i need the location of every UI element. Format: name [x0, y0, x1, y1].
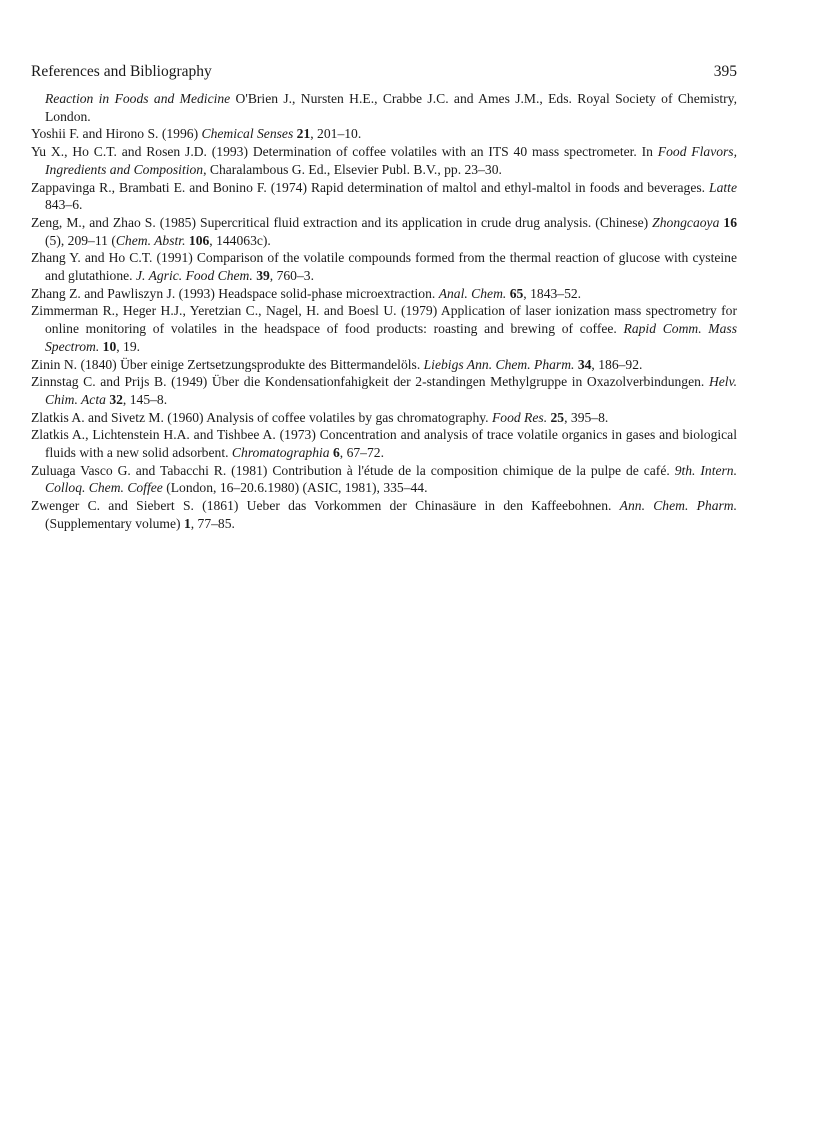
reference-italic-text: Anal. Chem. — [438, 285, 507, 301]
reference-text: Zinnstag C. and Prijs B. (1949) Über die Kondensationfahigkeit der 2-standingen Methylgruppe in Oxazolverbindungen. — [31, 374, 709, 390]
reference-entry — [31, 285, 737, 303]
reference-entry — [31, 302, 737, 355]
reference-text: 843–6. — [45, 197, 83, 213]
reference-italic-text: Ann. Chem. Pharm. — [619, 498, 738, 514]
reference-text: (Supplementary volume) — [45, 515, 184, 531]
reference-text: Zimmerman R., Heger H.J., Yeretzian C., Nagel, H. and Boesl U. (1979) Application of laser ionization mass spectrometry for online monitoring of volatiles in the headspace of food products: roasting and brewing of coffee. — [31, 303, 737, 337]
reference-italic-text: Liebigs Ann. Chem. Pharm. — [423, 356, 575, 372]
reference-entry — [31, 125, 737, 143]
reference-text: Zlatkis A., Lichtenstein H.A. and Tishbee A. (1973) Concentration and analysis of trace volatile organics in gases and biological fluids with a new solid adsorbent. — [31, 427, 737, 461]
reference-volume: 1 — [183, 515, 191, 531]
reference-text: , 19. — [116, 338, 141, 354]
reference-text: Yoshii F. and Hirono S. (1996) — [31, 126, 202, 142]
reference-volume: 32 — [109, 391, 123, 407]
reference-volume: 16 — [723, 214, 737, 230]
reference-italic-text: Zhongcaoya — [652, 214, 720, 230]
reference-volume: 10 — [102, 338, 117, 354]
section-title: References and Bibliography — [31, 63, 212, 80]
reference-text: , Charalambous G. Ed., Elsevier Publ. B.V., pp. 23–30. — [203, 161, 502, 177]
reference-text: , 1843–52. — [523, 285, 582, 301]
reference-italic-text: Helv. Chim. Acta — [45, 374, 737, 407]
reference-text: , 144063c). — [209, 232, 271, 248]
reference-text: , 145–8. — [122, 391, 168, 407]
reference-italic-text: J. Agric. Food Chem. — [135, 268, 253, 284]
reference-entry — [31, 143, 737, 178]
reference-list — [31, 90, 737, 533]
reference-text: , 760–3. — [269, 268, 314, 284]
reference-italic-text: 9th. Intern. Colloq. Chem. Coffee — [45, 462, 737, 496]
reference-italic-text: Chromatographia — [231, 445, 330, 461]
reference-entry — [31, 462, 737, 497]
reference-italic-text: Chemical Senses — [201, 126, 294, 142]
reference-text: , 186–92. — [591, 356, 643, 372]
reference-text: , 77–85. — [190, 515, 235, 531]
reference-text: , 201–10. — [310, 126, 362, 142]
reference-text: Zinin N. (1840) Über einige Zertsetzungsprodukte des Bittermandelöls. — [31, 356, 424, 372]
reference-italic-text: Food Res. — [491, 409, 548, 425]
reference-volume: 39 — [256, 268, 270, 284]
reference-volume: 25 — [550, 409, 565, 425]
reference-volume: 34 — [577, 356, 592, 372]
page-number: 395 — [713, 63, 737, 80]
reference-italic-text: Rapid Comm. Mass Spectrom. — [45, 321, 737, 354]
reference-text: Yu X., Ho C.T. and Rosen J.D. (1993) Determination of coffee volatiles with an ITS 40 mass spectrometer. In — [31, 144, 658, 160]
reference-text: Zwenger C. and Siebert S. (1861) Ueber das Vorkommen der Chinasäure in den Kaffeebohnen. — [31, 498, 620, 514]
reference-text: Zuluaga Vasco G. and Tabacchi R. (1981) Contribution à l'étude de la composition chimique de la pulpe de café. — [31, 462, 675, 478]
reference-text: Zhang Z. and Pawliszyn J. (1993) Headspace solid-phase microextraction. — [31, 285, 439, 301]
reference-entry — [31, 179, 737, 214]
reference-text: , 395–8. — [564, 409, 609, 425]
reference-entry — [31, 356, 737, 374]
reference-entry — [31, 214, 737, 249]
reference-text: Zeng, M., and Zhao S. (1985) Supercritical fluid extraction and its application in crude drug analysis. (Chinese) — [31, 214, 653, 230]
reference-entry — [31, 497, 737, 532]
reference-text: , 67–72. — [339, 445, 384, 461]
running-head — [31, 62, 737, 82]
reference-text: Zlatkis A. and Sivetz M. (1960) Analysis of coffee volatiles by gas chromatography. — [31, 409, 492, 425]
reference-text: (London, 16–20.6.1980) (ASIC, 1981), 335–44. — [162, 480, 428, 496]
reference-entry — [31, 249, 737, 284]
reference-volume: 21 — [296, 126, 311, 142]
reference-text: O'Brien J., Nursten H.E., Crabbe J.C. and Ames J.M., Eds. Royal Society of Chemistry, London. — [45, 91, 737, 124]
reference-entry — [31, 409, 737, 427]
reference-entry — [31, 373, 737, 408]
reference-text: (5), 209–11 ( — [45, 232, 116, 248]
page — [31, 62, 737, 533]
reference-volume: 6 — [332, 445, 340, 461]
reference-italic-text: Chem. Abstr. — [115, 232, 186, 248]
reference-italic-text: Latte — [709, 179, 737, 195]
reference-volume: 106 — [188, 232, 210, 248]
reference-volume: 65 — [509, 285, 524, 301]
reference-italic-text: Food Flavors, Ingredients and Composition — [45, 144, 737, 177]
reference-italic-text: Reaction in Foods and Medicine — [45, 91, 231, 106]
reference-entry — [31, 90, 737, 125]
reference-text: Zappavinga R., Brambati E. and Bonino F. (1974) Rapid determination of maltol and ethyl-maltol in foods and beverages. — [31, 179, 710, 195]
reference-entry — [31, 426, 737, 461]
reference-text: Zhang Y. and Ho C.T. (1991) Comparison of the volatile compounds formed from the thermal reaction of glucose with cysteine and glutathione. — [31, 250, 737, 284]
